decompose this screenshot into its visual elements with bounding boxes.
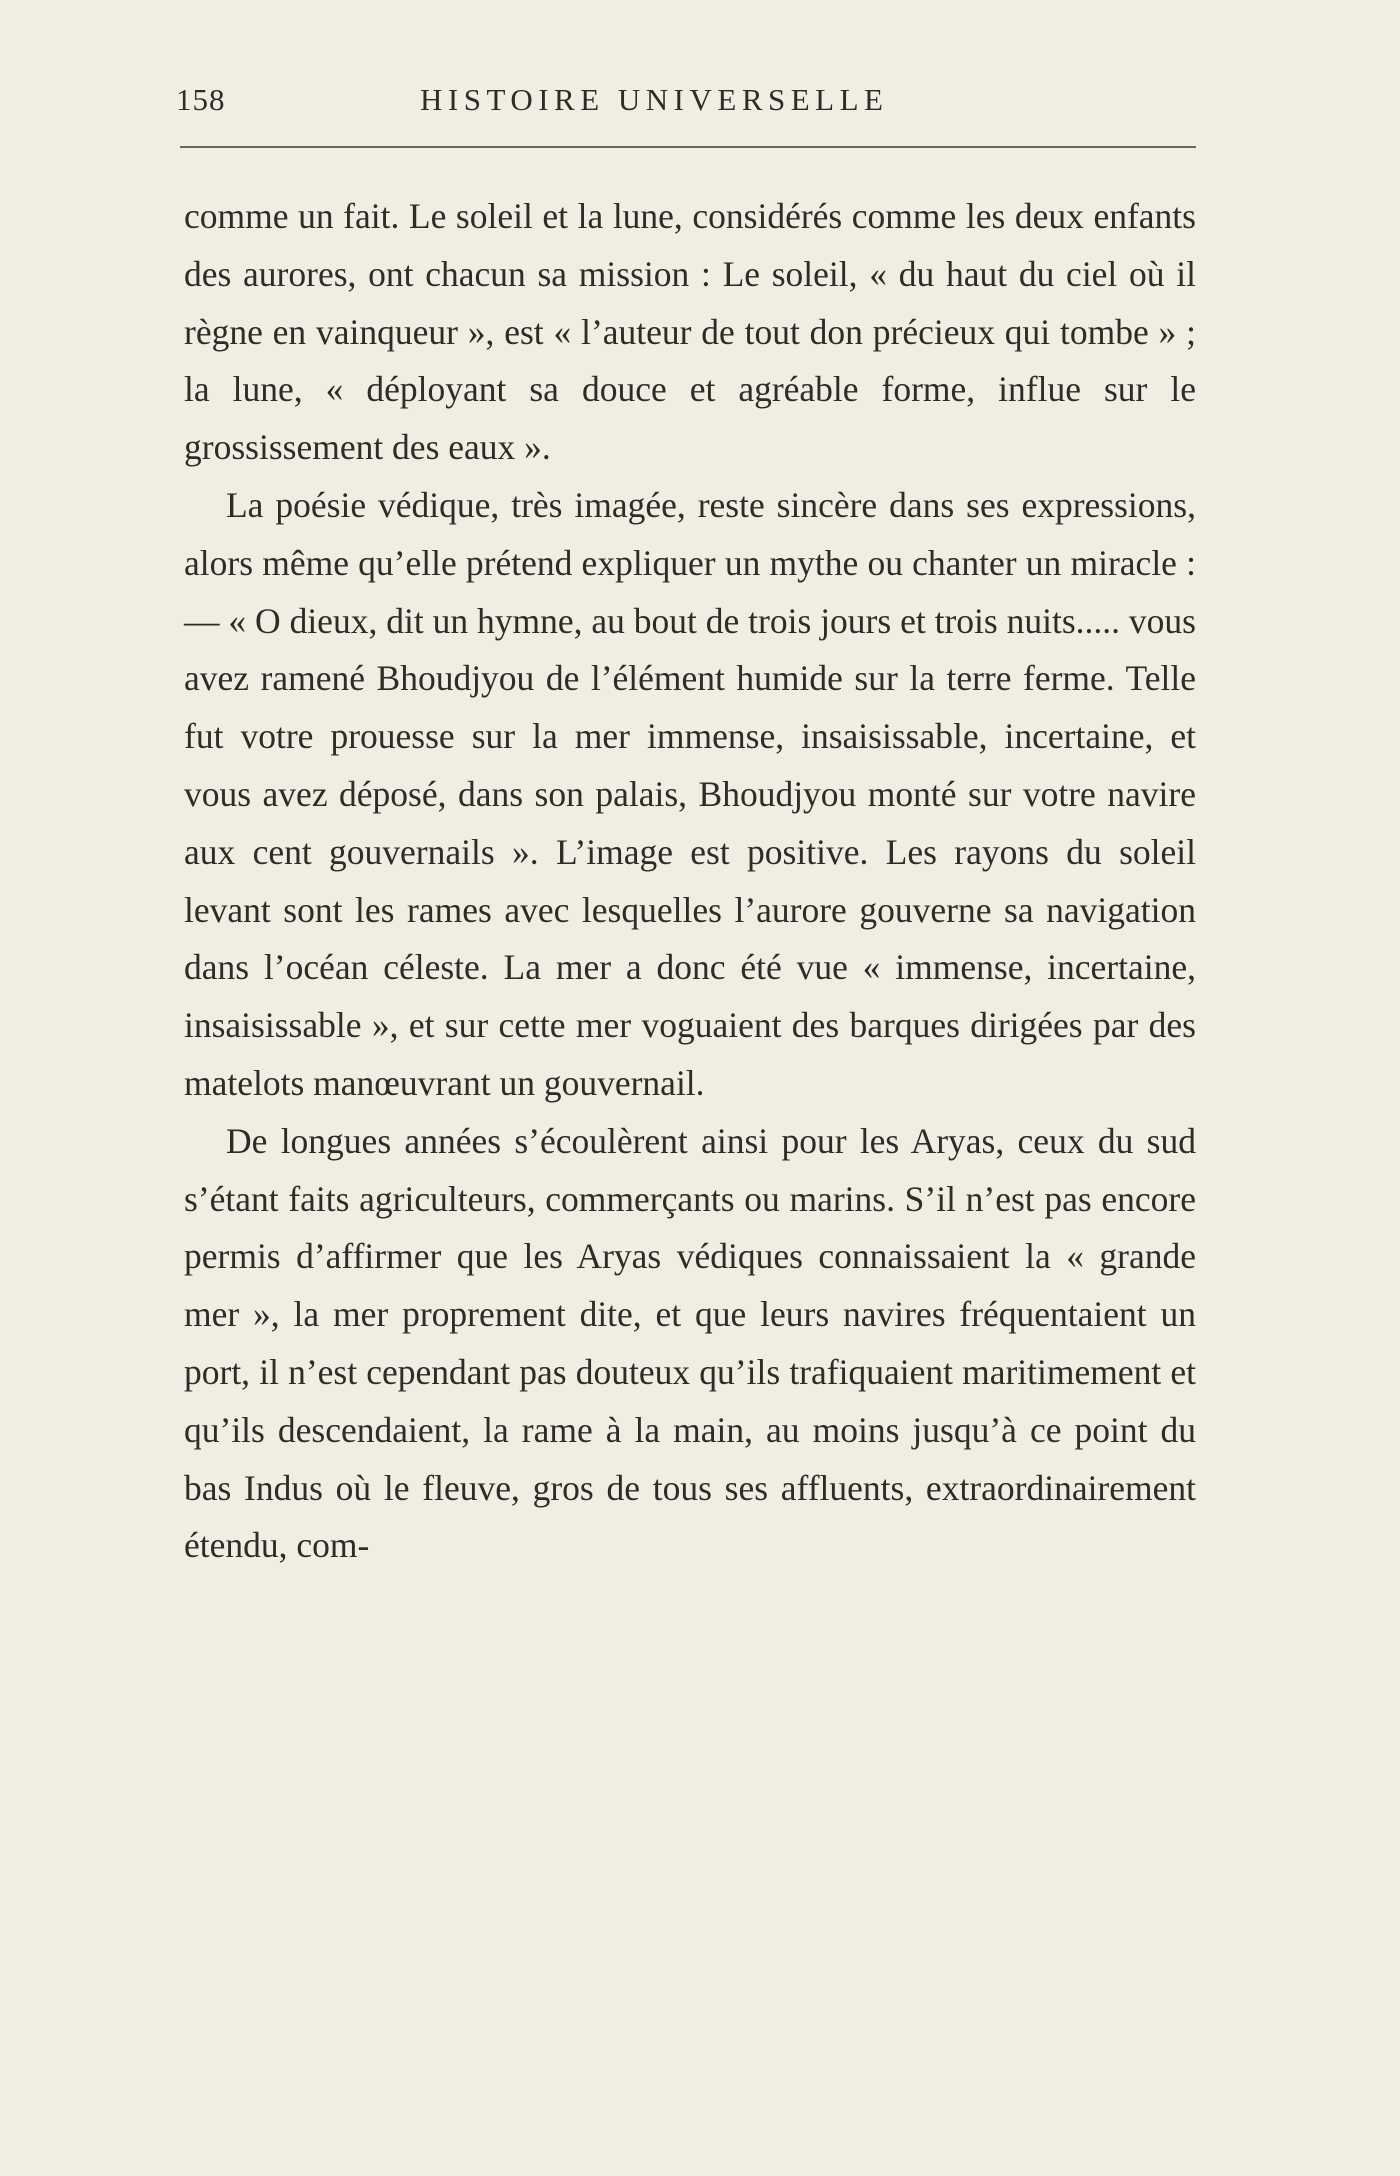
header-rule [180,146,1196,148]
paragraph-vedic-poetry: La poésie védique, très imagée, reste sincère dans ses expressions, alors même qu’elle prétend expliquer un mythe ou chanter un miracle : — « O dieux, dit un hymne, au bout de trois jours et trois nuits..... vous avez ramené Bhoudjyou de l’élément humide sur la terre ferme. Telle fut votre prouesse sur la mer immense, insaisissable, incertaine, et vous avez déposé, dans son palais, Bhoudjyou monté sur votre navire aux cent gouvernails ». L’image est positive. Les rayons du soleil levant sont les rames avec lesquelles l’aurore gouverne sa navigation dans l’océan céleste. La mer a donc été vue « immense, incertaine, insaisissable », et sur cette mer voguaient des barques dirigées par des matelots manœuvrant un gouvernail. [184,484,1196,1103]
body-text [184,188,1196,1575]
paragraph-aryas: De longues années s’écoulèrent ainsi pour les Aryas, ceux du sud s’étant faits agriculteurs, commerçants ou marins. S’il n’est pas encore permis d’affirmer que les Aryas védiques connaissaient la « grande mer », la mer proprement dite, et que leurs navires fréquentaient un port, il n’est cependant pas douteux qu’ils trafiquaient maritimement et qu’ils descendaient, la rame à la main, au moins jusqu’à ce point du bas Indus où le fleuve, gros de tous ses affluents, extraordinairement étendu, com- [184,1120,1196,1566]
paragraph-continuation: comme un fait. Le soleil et la lune, considérés comme les deux enfants des aurores, ont chacun sa mission : Le soleil, « du haut du ciel où il règne en vainqueur », est « l’auteur de tout don précieux qui tombe » ; la lune, « déployant sa douce et agréable forme, influe sur le grossissement des eaux ». [184,196,1196,468]
running-title: HISTOIRE UNIVERSELLE [420,82,889,117]
page-number: 158 [176,82,226,117]
